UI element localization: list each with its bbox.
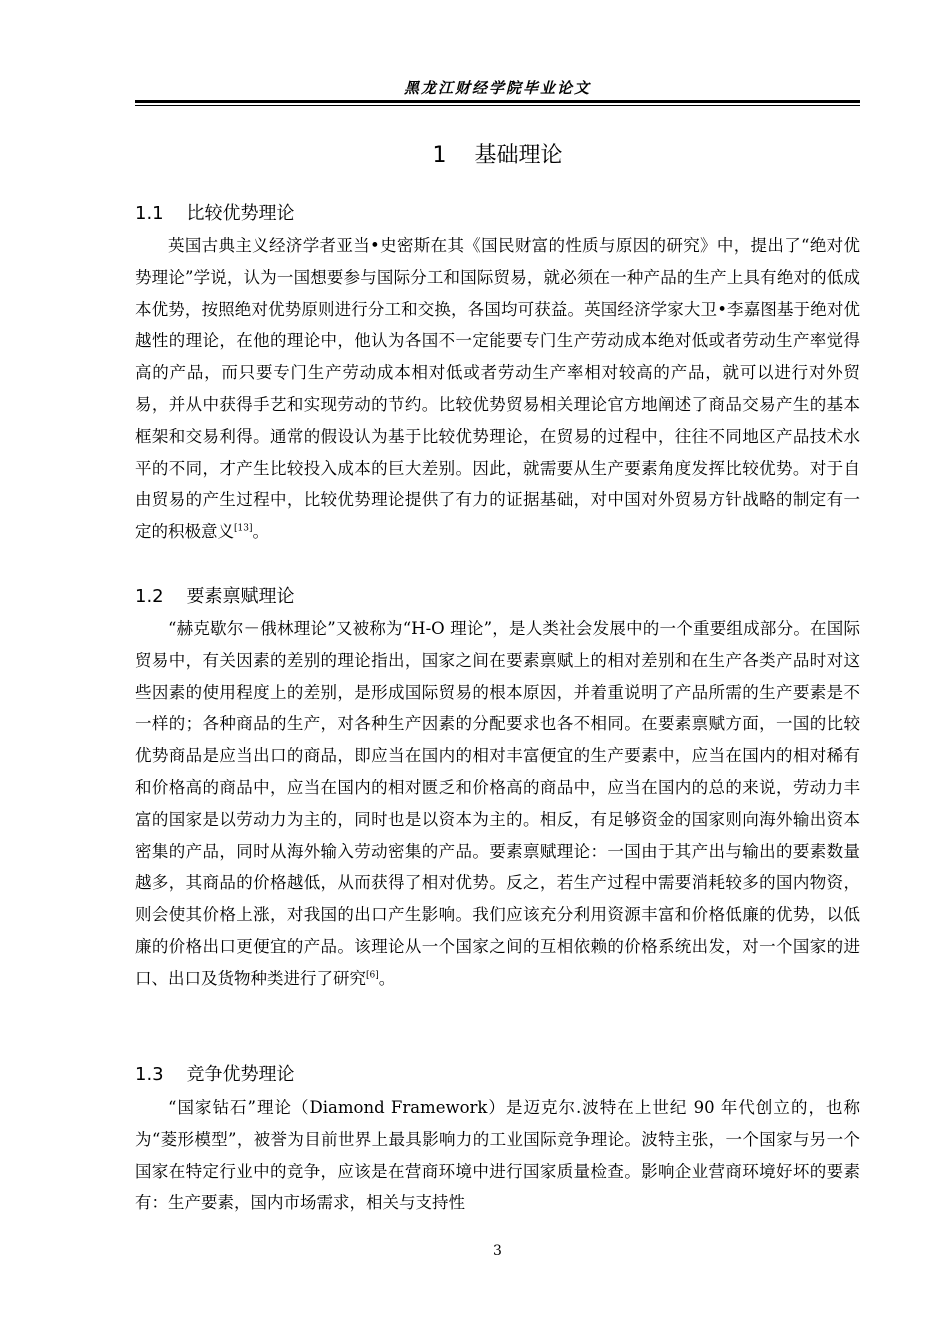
page-number: 3 [493,1243,502,1259]
header-rule-thin [135,105,860,106]
running-header: 黑龙江财经学院毕业论文 [403,79,591,97]
header-rule-thick [135,100,860,103]
section-paragraph-1-2 [135,613,860,995]
citation-ref: [6] [366,970,379,981]
section-title-1-1: 1.1 比较优势理论 [135,203,295,224]
chapter-title: 1 基础理论 [432,143,563,168]
paragraph-text: “赫克歇尔－俄林理论”又被称为“H-O 理论”，是人类社会发展中的一个重要组成部分。在国际贸易中，有关因素的差别的理论指出，国家之间在要素禀赋上的相对差别和在生产各类产品时对这些因素的使用程度上的差别，是形成国际贸易的根本原因，并着重说明了产品所需的生产要素是不一样的；各种商品的生产，对各种生产因素的分配要求也各不相同。在要素禀赋方面，一国的比较优势商品是应当出口的商品，即应当在国内的相对丰富便宜的生产要素中，应当在国内的相对稀有和价格高的商品中，应当在国内的相对匮乏和价格高的商品中，应当在国内的总的来说，劳动力丰富的国家是以劳动力为主的，同时也是以资本为主的。相反，有足够资金的国家则向海外输出资本密集的产品，同时从海外输入劳动密集的产品。要素禀赋理论：一国由于其产出与输出的要素数量越多，其商品的价格越低，从而获得了相对优势。反之，若生产过程中需要消耗较多的国内物资，则会使其价格上涨，对我国的出口产生影响。我们应该充分利用资源丰富和价格低廉的优势，以低廉的价格出口更便宜的产品。该理论从一个国家之间的互相依赖的价格系统出发，对一个国家的进口、出口及货物种类进行了研究 [135,619,860,988]
paragraph-text: 英国古典主义经济学者亚当•史密斯在其《国民财富的性质与原因的研究》中，提出了“绝对优势理论”学说，认为一国想要参与国际分工和国际贸易，就必须在一种产品的生产上具有绝对的低成本优势，按照绝对优势原则进行分工和交换，各国均可获益。英国经济学家大卫•李嘉图基于绝对优越性的理论，在他的理论中，他认为各国不一定能要专门生产劳动成本绝对低或者劳动生产率觉得高的产品，而只要专门生产劳动成本相对低或者劳动生产率相对较高的产品，就可以进行对外贸易，并从中获得手艺和实现劳动的节约。比较优势贸易相关理论官方地阐述了商品交易产生的基本框架和交易利得。通常的假设认为基于比较优势理论，在贸易的过程中，往往不同地区产品技术水平的不同，才产生比较投入成本的巨大差别。因此，就需要从生产要素角度发挥比较优势。对于自由贸易的产生过程中，比较优势理论提供了有力的证据基础，对中国对外贸易方针战略的制定有一定的积极意义 [135,236,860,542]
paragraph-text: “国家钻石”理论（Diamond Framework）是迈克尔.波特在上世纪 90 年代创立的，也称为“菱形模型”，被誉为目前世界上最具影响力的工业国际竞争理论。波特主张，一个国家与另一个国家在特定行业中的竞争，应该是在营商环境中进行国家质量检查。影响企业营商环境好坏的要素有：生产要素，国内市场需求，相关与支持性 [135,1098,860,1213]
section-title-1-2: 1.2 要素禀赋理论 [135,586,295,607]
section-paragraph-1-1 [135,230,860,548]
paragraph-end: 。 [252,522,269,542]
section-title-1-3: 1.3 竞争优势理论 [135,1064,295,1085]
paragraph-end: 。 [378,968,396,988]
citation-ref: [13] [234,523,253,534]
section-paragraph-1-3 [135,1092,860,1219]
